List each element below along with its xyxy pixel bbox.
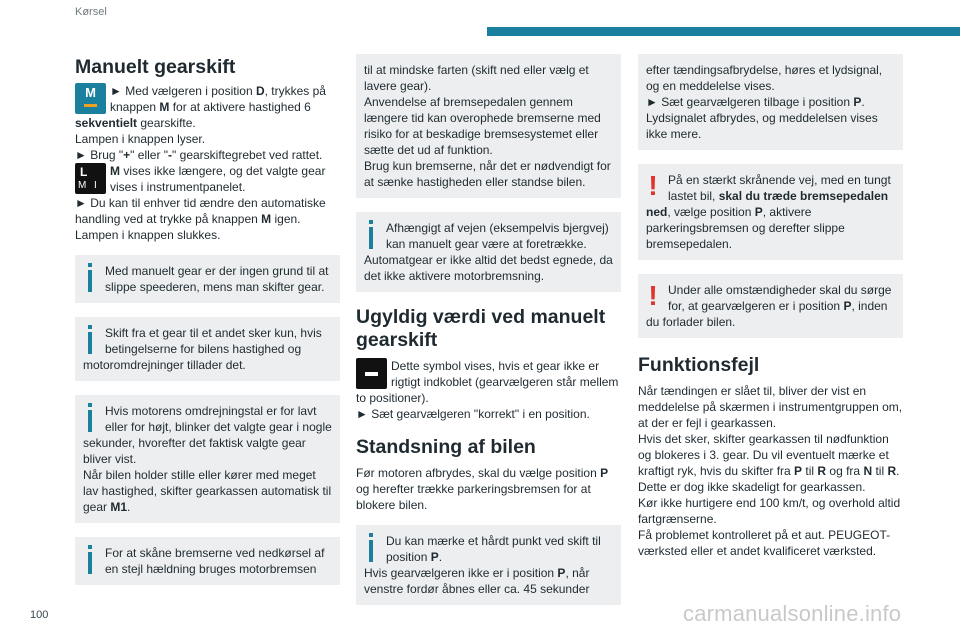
- info-icon: [83, 325, 97, 355]
- info-box-brake-continued: til at mindske farten (skift ned eller vælg et lavere gear). Anvendelse af bremsepedalen gennem længere tid kan overophede bremserne med risiko for at beskadige bremsesystemet eller sætte det ud af funktion. Brug kun bremserne, når det er nødvendigt for at sænke hastigheden eller standse bilen.: [356, 54, 621, 198]
- invalid-gear-symbol-icon: [356, 358, 387, 389]
- gear-button-m-icon: M: [75, 83, 106, 114]
- info-icon: [83, 263, 97, 293]
- info-icon: [364, 220, 378, 250]
- info-icon: [83, 403, 97, 433]
- warning-icon: !: [648, 280, 658, 311]
- page-number: 100: [30, 609, 49, 621]
- warning-box-leave-car: ! Under alle omstændigheder skal du sørge for, at gearvælgeren er i position P, inden du forlader bilen.: [638, 274, 903, 338]
- column-1: [75, 54, 340, 585]
- info-icon: [364, 533, 378, 563]
- watermark: carmanualsonline.info: [683, 601, 902, 626]
- warning-icon: !: [648, 170, 658, 201]
- info-box-continued: efter tændingsafbrydelse, høres et lydsignal, og en meddelelse vises. ► Sæt gearvælgeren tilbage i position P. Lydsignalet afbrydes, og meddelelsen vises ikke mere.: [638, 54, 903, 150]
- paragraph-malfunction-1: Når tændingen er slået til, bliver der vist en meddelelse på skærmen i instrumentgruppen om, at der er fejl i gearkassen.: [638, 384, 903, 430]
- section-title-malfunction: Funktionsfejl: [638, 354, 760, 376]
- section-title-manual-shift: Manuelt gearskift: [75, 56, 236, 78]
- section-title-invalid-value: Ugyldig værdi ved manuelt gearskift: [356, 306, 606, 351]
- info-box-position-p: Du kan mærke et hårdt punkt ved skift til position P. Hvis gearvælgeren ikke er i position P, når venstre fordør åbnes eller ca. 45 sekunder: [356, 525, 621, 605]
- paragraph-cluster: L M I M vises ikke længere, og det valgte gear vises i instrumentpanelet.: [75, 163, 340, 195]
- info-icon: [83, 545, 97, 575]
- paragraph-set-correct: ► Sæt gearvælgeren "korrekt" i en position.: [356, 407, 590, 421]
- paragraph-malfunction-3: Kør ikke hurtigere end 100 km/t, og overhold altid fartgrænserne.: [638, 496, 901, 526]
- paragraph-malfunction-2: Hvis det sker, skifter gearkassen til nødfunktion og blokeres i 3. gear. Du vil eventuelt mærke et kraftigt ryk, hvis du skifter fra P til R og fra N til R. Dette er dog ikke skadeligt for gearkassen.: [638, 432, 900, 494]
- info-box-accelerator: Med manuelt gear er der ingen grund til at slippe speederen, mens man skifter gear.: [75, 255, 340, 303]
- paragraph-lamp-on: Lampen i knappen lyser.: [75, 132, 206, 146]
- warning-box-slope: ! På en stærkt skrånende vej, med en tungt lastet bil, skal du træde bremsepedalen ned, vælge position P, aktivere parkeringsbremsen og derefter slippe bremsepedalen.: [638, 164, 903, 260]
- column-2: [356, 54, 621, 605]
- paragraph-invalid-symbol: Dette symbol vises, hvis et gear ikke er rigtigt indkoblet (gearvælgeren står mellem to positioner).: [356, 359, 619, 405]
- paragraph-stopping: Før motoren afbrydes, skal du vælge position P og herefter trække parkeringsbremsen for at blokere bilen.: [356, 466, 609, 512]
- info-box-engine-brake: For at skåne bremserne ved nedkørsel af en stejl hældning bruges motorbremsen: [75, 537, 340, 585]
- paragraph-lamp-off: Lampen i knappen slukkes.: [75, 228, 221, 242]
- paragraph-paddles: ► Brug "+" eller "-" gearskiftegrebet ved rattet.: [75, 148, 323, 162]
- cluster-gear-indicator-icon: L M I: [75, 163, 106, 194]
- paragraph-activate: M ► Med vælgeren i position D, trykkes på knappen M for at aktivere hastighed 6 sekventielt gearskifte.: [75, 84, 326, 130]
- paragraph-return-auto: ► Du kan til enhver tid ændre den automatiske handling ved at trykke på knappen M igen.: [75, 196, 326, 226]
- header-section-label: Kørsel: [75, 6, 107, 18]
- info-box-rpm: Hvis motorens omdrejningstal er for lavt eller for højt, blinker det valgte gear i nogle sekunder, hvorefter det faktisk valgte gear bliver vist. Når bilen holder stille eller kører med meget lav hastighed, skifter gearkassen automatisk til gear M1.: [75, 395, 340, 523]
- info-box-conditions: Skift fra et gear til et andet sker kun, hvis betingelserne for bilens hastighed og motoromdrejninger tillader det.: [75, 317, 340, 381]
- header-accent-bar: [487, 27, 960, 36]
- section-title-stopping: Standsning af bilen: [356, 436, 536, 458]
- paragraph-malfunction-4: Få problemet kontrolleret på et aut. PEUGEOT-værksted eller et andet kvalificeret værksted.: [638, 528, 891, 558]
- info-box-mountain-road: Afhængigt af vejen (eksempelvis bjergvej) kan manuelt gear være at foretrække. Automatgear er ikke altid det bedst egnede, da det ikke aktivere motorbremsning.: [356, 212, 621, 292]
- column-3: [638, 54, 903, 559]
